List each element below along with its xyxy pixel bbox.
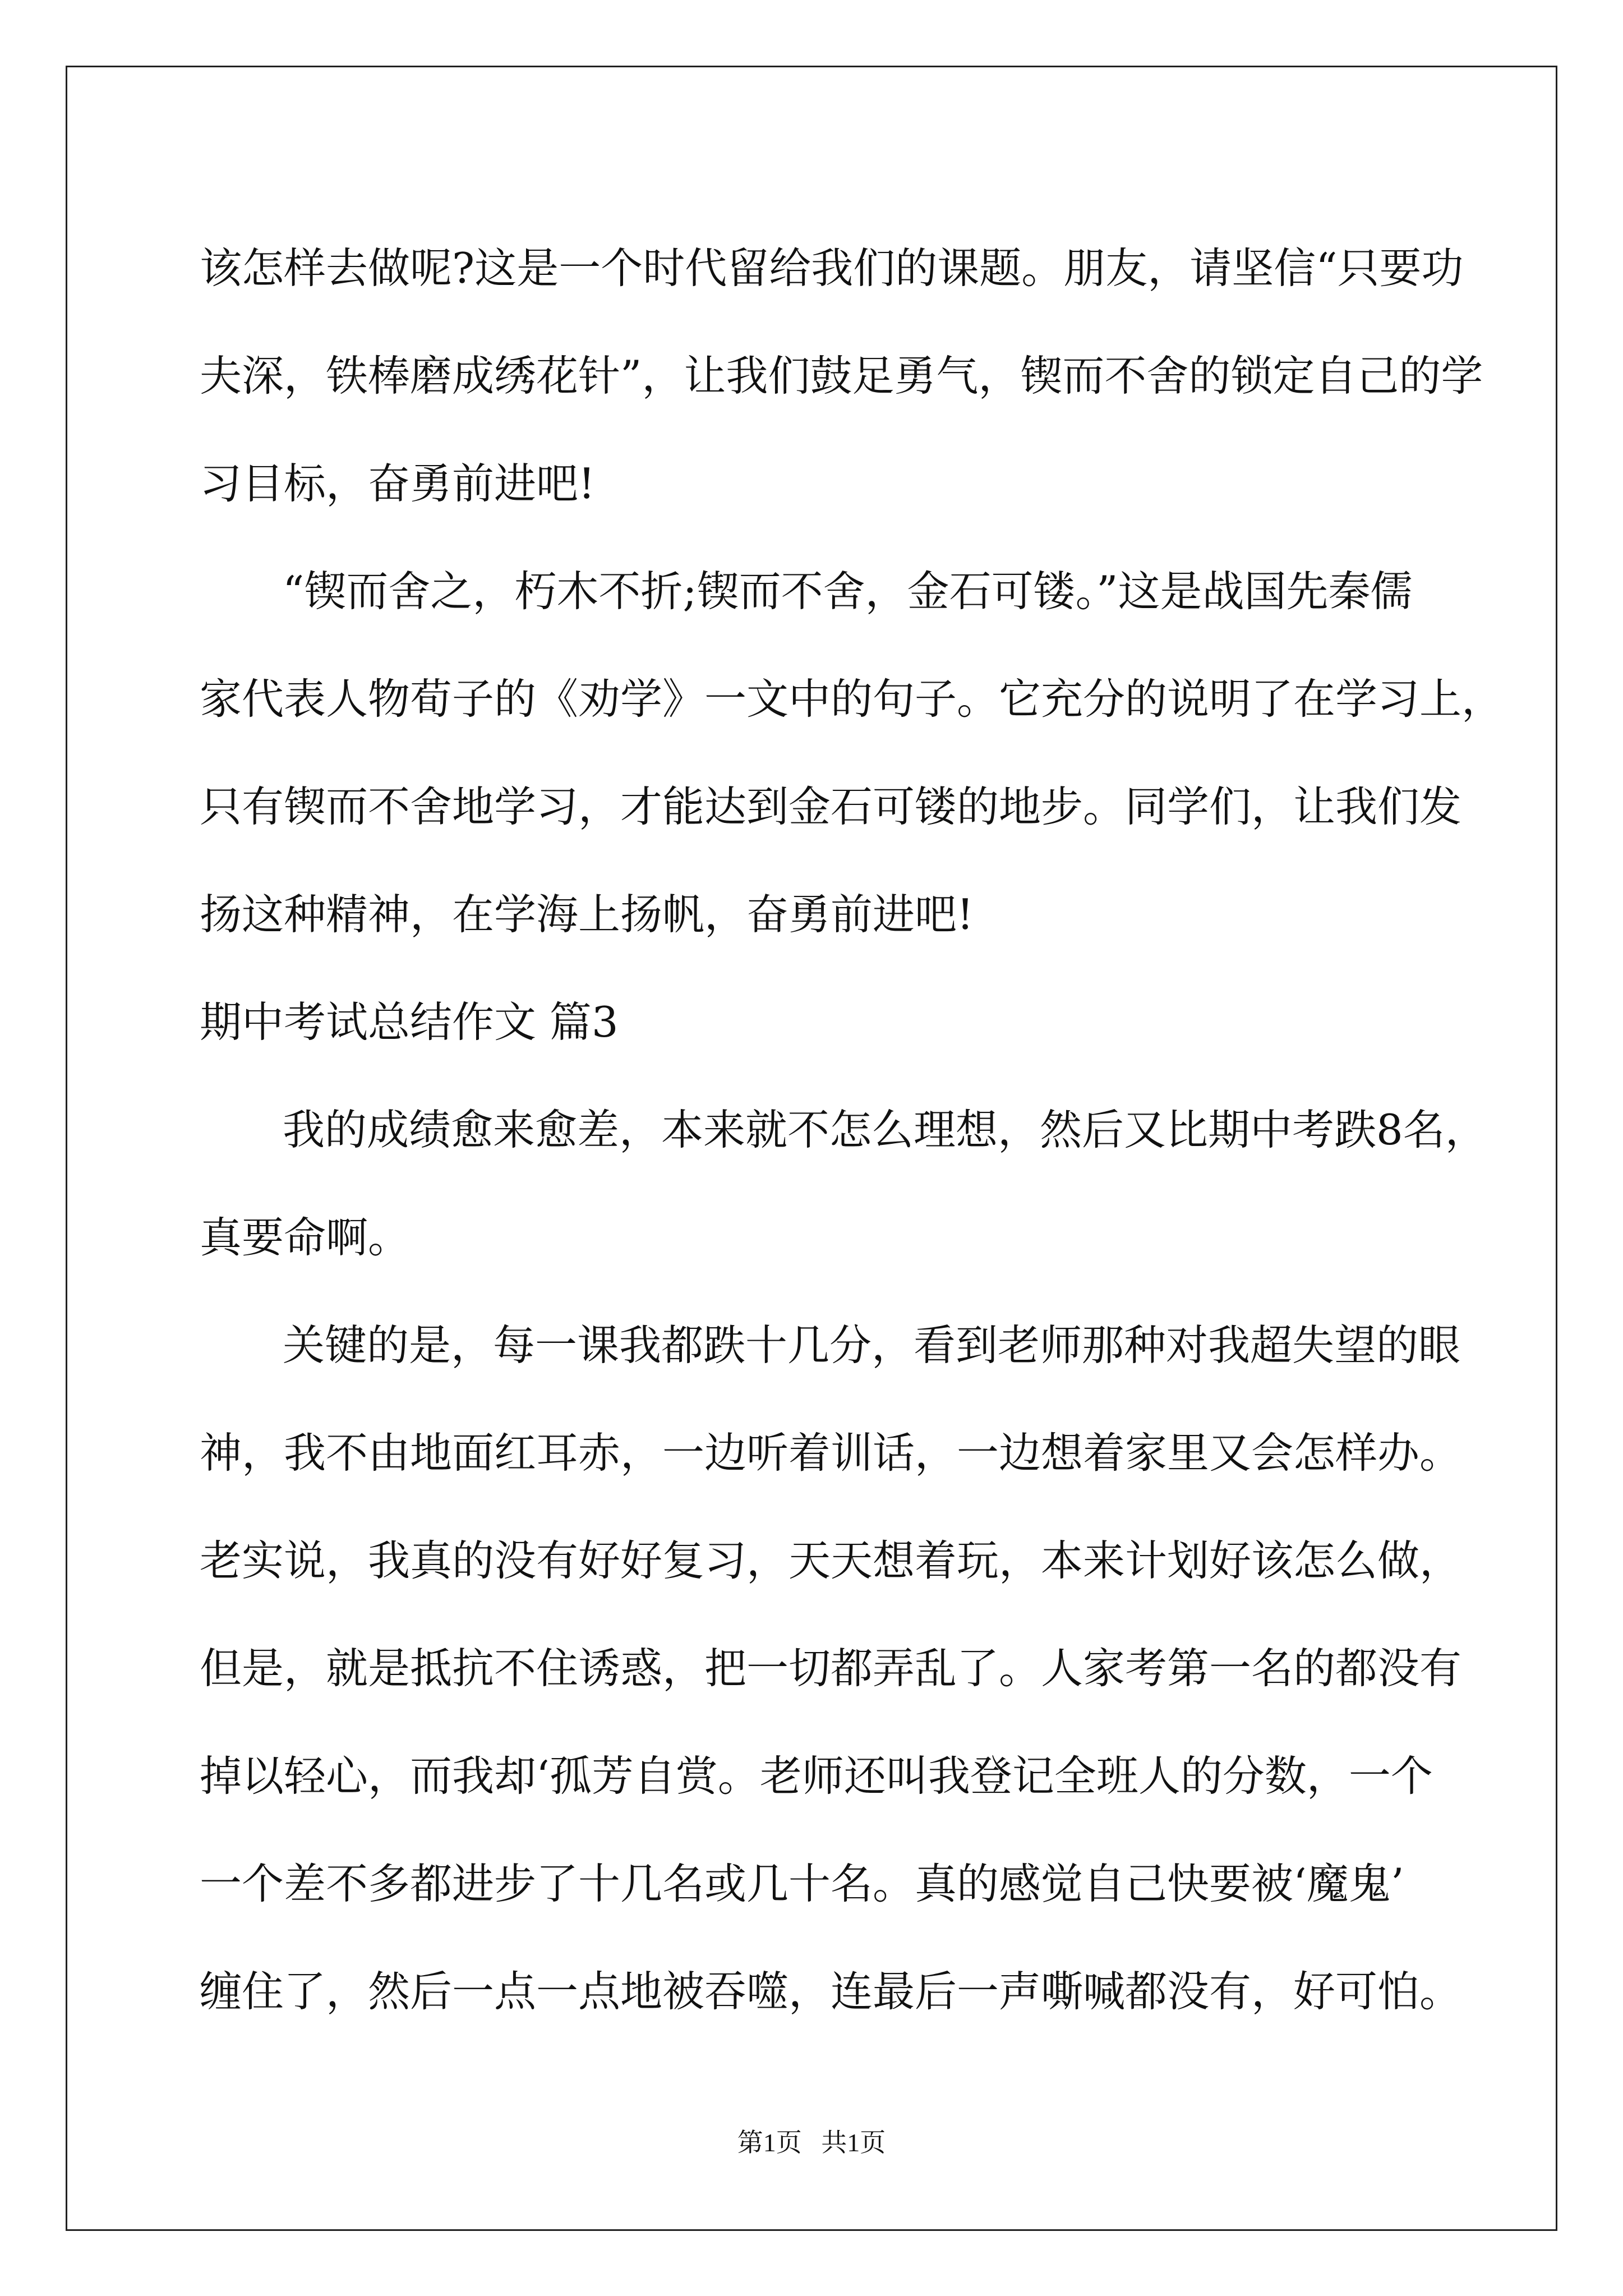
text-line: 只有锲而不舍地学习，才能达到金石可镂的地步。同学们，让我们发 [200,782,1462,831]
text-line: 夫深，铁棒磨成绣花针”，让我们鼓足勇气，锲而不舍的锁定自己的学 [200,351,1483,401]
text-line: 该怎样去做呢?这是一个时代留给我们的课题。朋友，请坚信“只要功 [200,243,1464,293]
text-line: 关键的是，每一课我都跌十几分，看到老师那种对我超失望的眼 [283,1320,1461,1370]
text-line: “锲而舍之，朽木不折;锲而不舍，金石可镂。”这是战国先秦儒 [283,567,1413,616]
page-footer: 第1页 共1页 [737,2128,886,2157]
text-line: 老实说，我真的没有好好复习，天天想着玩，本来计划好该怎么做， [200,1536,1462,1585]
text-line: 扬这种精神，在学海上扬帆，奋勇前进吧! [200,890,974,939]
text-line: 家代表人物荀子的《劝学》一文中的句子。它充分的说明了在学习上， [200,674,1504,724]
text-line: 掉以轻心，而我却‘孤芳自赏。老师还叫我登记全班人的分数，一个 [200,1751,1433,1801]
text-line: 我的成绩愈来愈差，本来就不怎么理想，然后又比期中考跌8名， [283,1105,1487,1154]
text-line: 缠住了，然后一点一点地被吞噬，连最后一声嘶喊都没有，好可怕。 [200,1967,1462,2016]
text-line: 一个差不多都进步了十几名或几十名。真的感觉自己快要被‘魔鬼’ [200,1859,1404,1908]
text-line: 神，我不由地面红耳赤，一边听着训话，一边想着家里又会怎样办。 [200,1428,1462,1478]
document-body [200,214,1504,2045]
text-line: 但是，就是抵抗不住诱惑，把一切都弄乱了。人家考第一名的都没有 [200,1644,1462,1693]
text-line: 真要命啊。 [200,1213,411,1262]
text-line: 习目标，奋勇前进吧! [200,459,596,508]
section-heading: 期中考试总结作文 篇3 [200,997,619,1047]
